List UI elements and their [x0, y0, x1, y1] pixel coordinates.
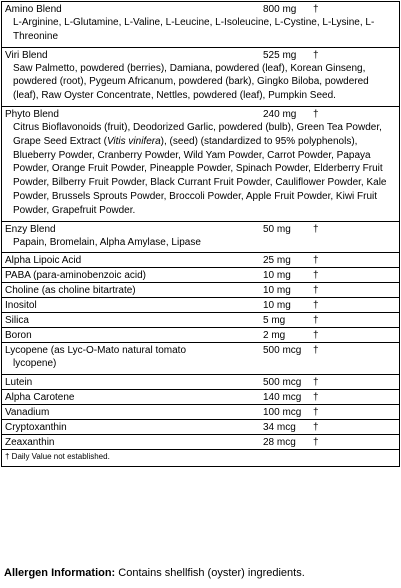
ingredient-name: PABA (para-aminobenzoic acid): [5, 270, 146, 282]
ingredient-name: Vanadium: [5, 407, 50, 419]
ingredient-name: Choline (as choline bitartrate): [5, 285, 136, 297]
row-cryptoxanthin: [2, 420, 399, 435]
ingredient-name: Silica: [5, 315, 29, 327]
ingredient-amount: 5 mg: [263, 315, 286, 327]
row-zeaxanthin: [2, 435, 399, 450]
daily-value-mark: †: [313, 108, 319, 120]
daily-value-mark: †: [313, 4, 319, 15]
row-enzy-blend: [2, 222, 399, 254]
daily-value-mark: †: [313, 270, 319, 282]
ingredient-amount: 525 mg: [263, 49, 297, 61]
daily-value-mark: †: [313, 285, 319, 297]
ingredient-amount: 25 mg: [263, 255, 291, 267]
row-inositol: [2, 298, 399, 313]
ingredient-amount: 500 mcg: [263, 377, 302, 389]
ingredient-amount: 140 mcg: [263, 392, 302, 404]
ingredient-amount: 34 mcg: [263, 422, 296, 434]
sublist-text: Citrus Bioflavonoids (fruit), Deodorized Garlic, powdered (bulb), Green Tea Powder, Grape Seed Extract (: [13, 121, 382, 147]
daily-value-mark: †: [313, 392, 319, 404]
row-paba: [2, 268, 399, 283]
sublist-text: ), (seed) (standardized to 95% polyphenols), Blueberry Powder, Cranberry Powder, Wild Yam Powder, Carrot Powder, Papaya Powder, Orange Fruit Powder, Pineapple Powder, Spinach Powder, Elderberry Fruit Powder, Bilberry Fruit Powder, Black Currant Fruit Powder, Cauliflower Powder, Kale Powder, Brussels Sprouts Powder, Broccoli Powder, Apple Fruit Powder, Kiwi Fruit Powder, Grapefruit Powder.: [13, 135, 387, 216]
ingredient-sublist: L-Arginine, L-Glutamine, L-Valine, L-Leucine, L-Isoleucine, L-Cystine, L-Lysine, L-Threonine: [13, 17, 375, 42]
row-lycopene: [2, 343, 399, 375]
daily-value-mark: †: [313, 49, 319, 61]
daily-value-mark: †: [313, 330, 319, 342]
ingredient-name: Cryptoxanthin: [5, 422, 67, 434]
ingredient-amount: 50 mg: [263, 223, 291, 235]
row-choline: [2, 283, 399, 298]
allergen-text: Contains shellfish (oyster) ingredients.: [115, 567, 305, 579]
ingredient-name: Amino Blend: [5, 4, 62, 15]
ingredient-name: Boron: [5, 330, 32, 342]
latin-name: Vitis vinifera: [106, 135, 161, 147]
daily-value-footnote: † Daily Value not established.: [5, 452, 110, 462]
supplement-facts-table: [1, 1, 400, 467]
daily-value-mark: †: [313, 300, 319, 312]
ingredient-name: Lycopene (as Lyc-O-Mato natural tomato: [5, 345, 187, 357]
ingredient-amount: 800 mg: [263, 4, 297, 15]
allergen-information: [4, 566, 305, 580]
ingredient-sublist: [2, 121, 399, 221]
daily-value-mark: †: [313, 377, 319, 389]
row-vanadium: [2, 405, 399, 420]
allergen-label: Allergen Information:: [4, 567, 116, 579]
daily-value-mark: †: [313, 255, 319, 267]
row-amino-blend: [2, 2, 399, 48]
ingredient-name: Alpha Lipoic Acid: [5, 255, 82, 267]
ingredient-name: Lutein: [5, 377, 33, 389]
ingredient-sublist: Saw Palmetto, powdered (berries), Damiana, powdered (leaf), Korean Ginseng, powdered (root), Pygeum Africanum, powdered (bark), Gingko Biloba, powdered (leaf), Raw Oyster Concentrate, Nettles, powdered (leaf), Pumpkin Seed.: [13, 62, 369, 102]
footnote-row: [2, 450, 399, 466]
ingredient-name: Inositol: [5, 300, 37, 312]
ingredient-amount: 10 mg: [263, 300, 291, 312]
ingredient-name: Zeaxanthin: [5, 437, 55, 449]
ingredient-name: Viri Blend: [5, 49, 48, 61]
daily-value-mark: †: [313, 223, 319, 235]
daily-value-mark: †: [313, 345, 319, 357]
row-silica: [2, 313, 399, 328]
ingredient-amount: 500 mcg: [263, 345, 302, 357]
daily-value-mark: †: [313, 407, 319, 419]
ingredient-sublist: Papain, Bromelain, Alpha Amylase, Lipase: [13, 236, 201, 248]
row-alpha-lipoic-acid: [2, 253, 399, 268]
ingredient-sublist: lycopene): [13, 358, 57, 370]
daily-value-mark: †: [313, 315, 319, 327]
daily-value-mark: †: [313, 437, 319, 449]
row-alpha-carotene: [2, 390, 399, 405]
daily-value-mark: †: [313, 422, 319, 434]
ingredient-amount: 10 mg: [263, 270, 291, 282]
row-lutein: [2, 375, 399, 390]
ingredient-name: Phyto Blend: [5, 108, 59, 120]
ingredient-amount: 28 mcg: [263, 437, 296, 449]
ingredient-amount: 10 mg: [263, 285, 291, 297]
row-boron: [2, 328, 399, 343]
ingredient-name: Alpha Carotene: [5, 392, 75, 404]
ingredient-amount: 100 mcg: [263, 407, 302, 419]
ingredient-amount: 2 mg: [263, 330, 286, 342]
row-phyto-blend: [2, 107, 399, 222]
ingredient-name: Enzy Blend: [5, 223, 56, 235]
ingredient-amount: 240 mg: [263, 108, 297, 120]
row-viri-blend: [2, 48, 399, 107]
